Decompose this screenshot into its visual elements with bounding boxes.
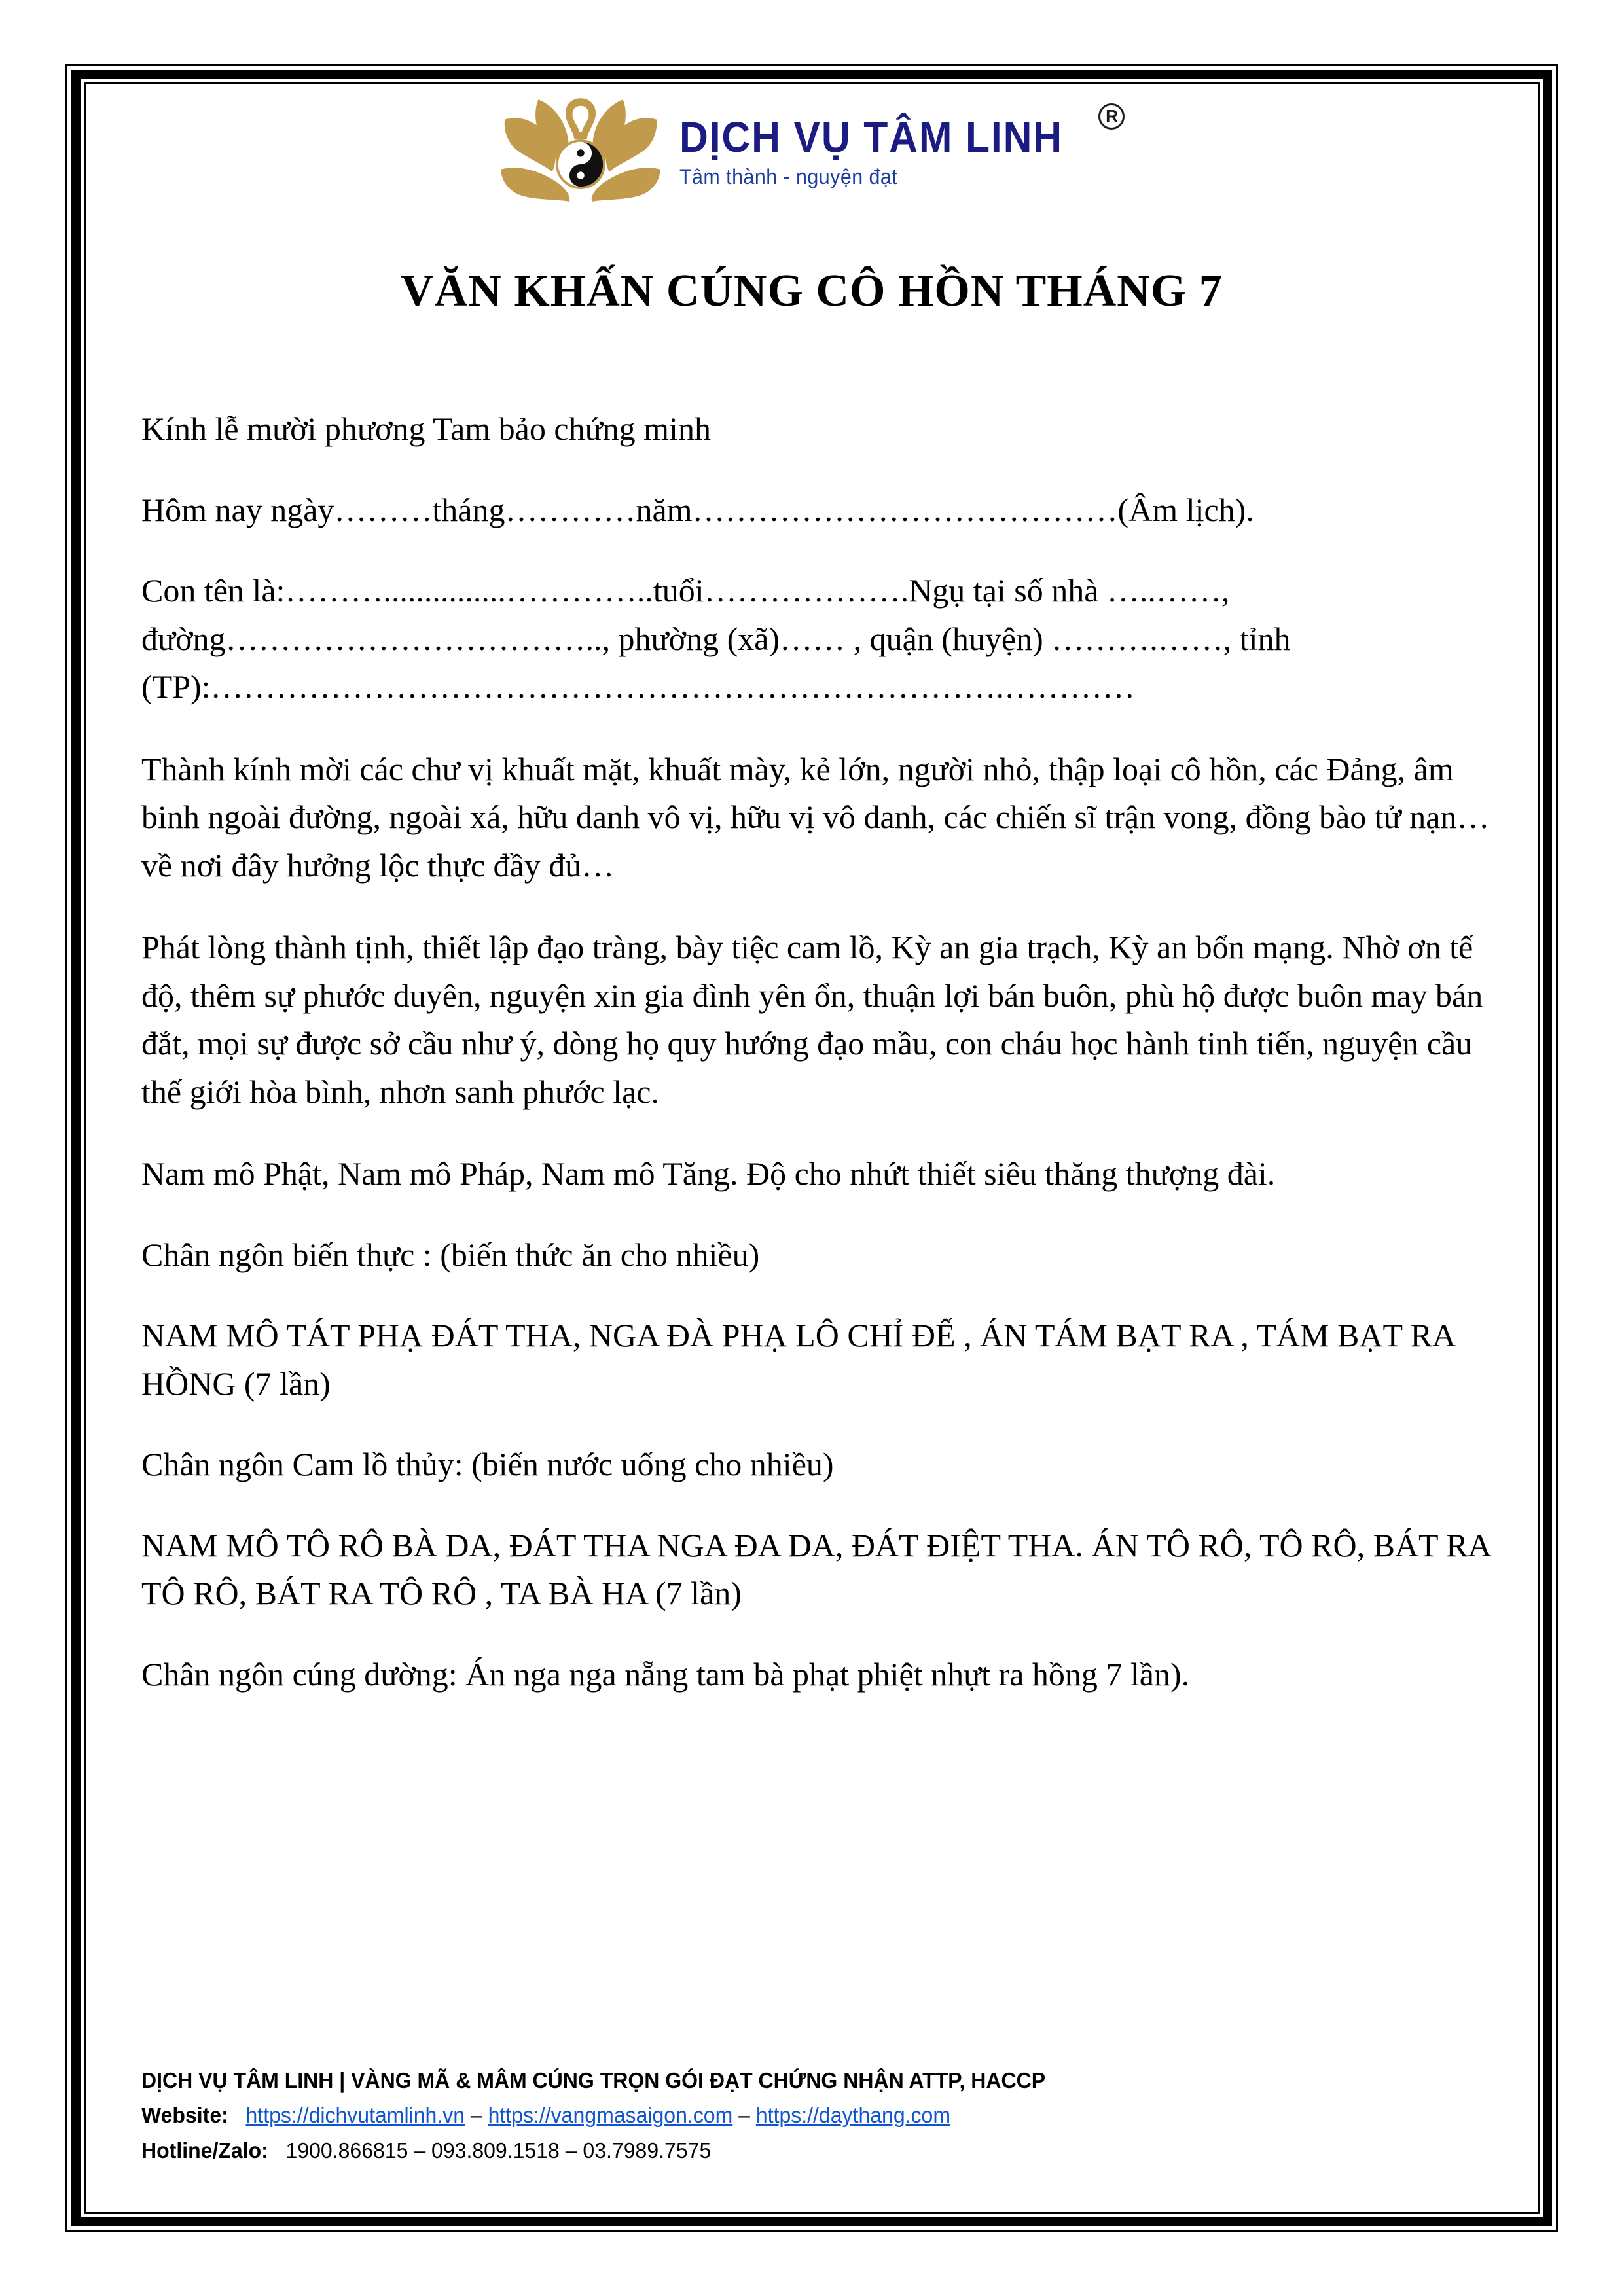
- brand-slogan: Tâm thành - nguyện đạt: [679, 164, 897, 188]
- paragraph-invitation: Thành kính mời các chư vị khuất mặt, khuất mày, kẻ lớn, người nhỏ, thập loại cô hồn, các Đảng, âm binh ngoài đường, ngoài xá, hữu danh vô vị, hữu vị vô danh, các chiến sĩ trận vong, đồng bào tử nạn…về nơi đây hưởng lộc thực đầy đủ…: [141, 750, 1490, 884]
- footer-website-label: Website:: [141, 2103, 228, 2128]
- footer-link-separator-1: –: [470, 2103, 482, 2128]
- lotus-yinyang-logo-icon: [499, 90, 662, 214]
- footer-link-separator-2: –: [738, 2103, 750, 2128]
- paragraph-invocation: Kính lễ mười phương Tam bảo chứng minh: [141, 410, 711, 447]
- footer-link-dichvutamlinh[interactable]: https://dichvutamlinh.vn: [245, 2103, 465, 2128]
- footer-link-vangmasaigon[interactable]: https://vangmasaigon.com: [488, 2103, 733, 2128]
- document-content: [92, 77, 1532, 2219]
- document-body: [92, 405, 1532, 1698]
- mantra-food-text: NAM MÔ TÁT PHẠ ĐÁT THA, NGA ĐÀ PHẠ LÔ CHỈ ĐẾ , ÁN TÁM BẠT RA , TÁM BẠT RA HỒNG (7 lần): [141, 1317, 1454, 1402]
- registered-trademark-icon: R: [1098, 103, 1125, 130]
- mantra-offering-text: Chân ngôn cúng dường: Án nga nga nẵng tam bà phạt phiệt nhựt ra hồng 7 lần).: [141, 1655, 1190, 1693]
- heading-mantra-water: Chân ngôn Cam lồ thủy: (biến nước uống cho nhiều): [141, 1446, 834, 1482]
- footer-hotline-label: Hotline/Zalo:: [141, 2138, 268, 2162]
- footer-hotline-line: [141, 2133, 1454, 2168]
- document-footer: [141, 2063, 1454, 2168]
- footer-company-line: DỊCH VỤ TÂM LINH | VÀNG MÃ & MÂM CÚNG TRỌN GÓI ĐẠT CHỨNG NHẬN ATTP, HACCP: [141, 2068, 1046, 2092]
- paragraph-identity-fields: Con tên là:………...............…………..tuổi……………….Ngụ tại số nhà …..……, đường…………………………….., phường (xã)…… , quận (huyện) ……….……, tỉnh (TP):……………………………………………………………….…………: [141, 572, 1291, 705]
- mantra-water-text: NAM MÔ TÔ RÔ BÀ DA, ĐÁT THA NGA ĐA DA, ĐÁT ĐIỆT THA. ÁN TÔ RÔ, TÔ RÔ, BÁT RA TÔ RÔ, BÁT RA TÔ RÔ , TA BÀ HA (7 lần): [141, 1526, 1490, 1611]
- brand-name: DỊCH VỤ TÂM LINH: [679, 112, 1063, 161]
- paragraph-date-fields: Hôm nay ngày………tháng…………năm…………………………………(Âm lịch).: [141, 491, 1254, 528]
- heading-mantra-food: Chân ngôn biến thực : (biến thức ăn cho nhiều): [141, 1236, 760, 1273]
- footer-hotline-value: 1900.866815 – 093.809.1518 – 03.7989.7575: [285, 2138, 712, 2162]
- page-title: VĂN KHẤN CÚNG CÔ HỒN THÁNG 7: [401, 266, 1223, 316]
- paragraph-offering-wishes: Phát lòng thành tịnh, thiết lập đạo tràng, bày tiệc cam lồ, Kỳ an gia trạch, Kỳ an bổn mạng. Nhờ ơn tế độ, thêm sự phước duyên, nguyện xin gia đình yên ổn, thuận lợi bán buôn, phù hộ được buôn may bán đắt, mọi sự được sở cầu như ý, dòng họ quy hướng đạo mầu, con cháu học hành tinh tiến, nguyện cầu thế giới hòa bình, nhơn sanh phước lạc.: [141, 929, 1483, 1110]
- brand-text-block: [679, 106, 1125, 189]
- footer-website-line: [141, 2098, 1454, 2132]
- footer-link-daythang[interactable]: https://daythang.com: [755, 2103, 951, 2128]
- brand-header: [92, 77, 1532, 215]
- paragraph-triple-gem: Nam mô Phật, Nam mô Pháp, Nam mô Tăng. Độ cho nhứt thiết siêu thăng thượng đài.: [141, 1155, 1276, 1192]
